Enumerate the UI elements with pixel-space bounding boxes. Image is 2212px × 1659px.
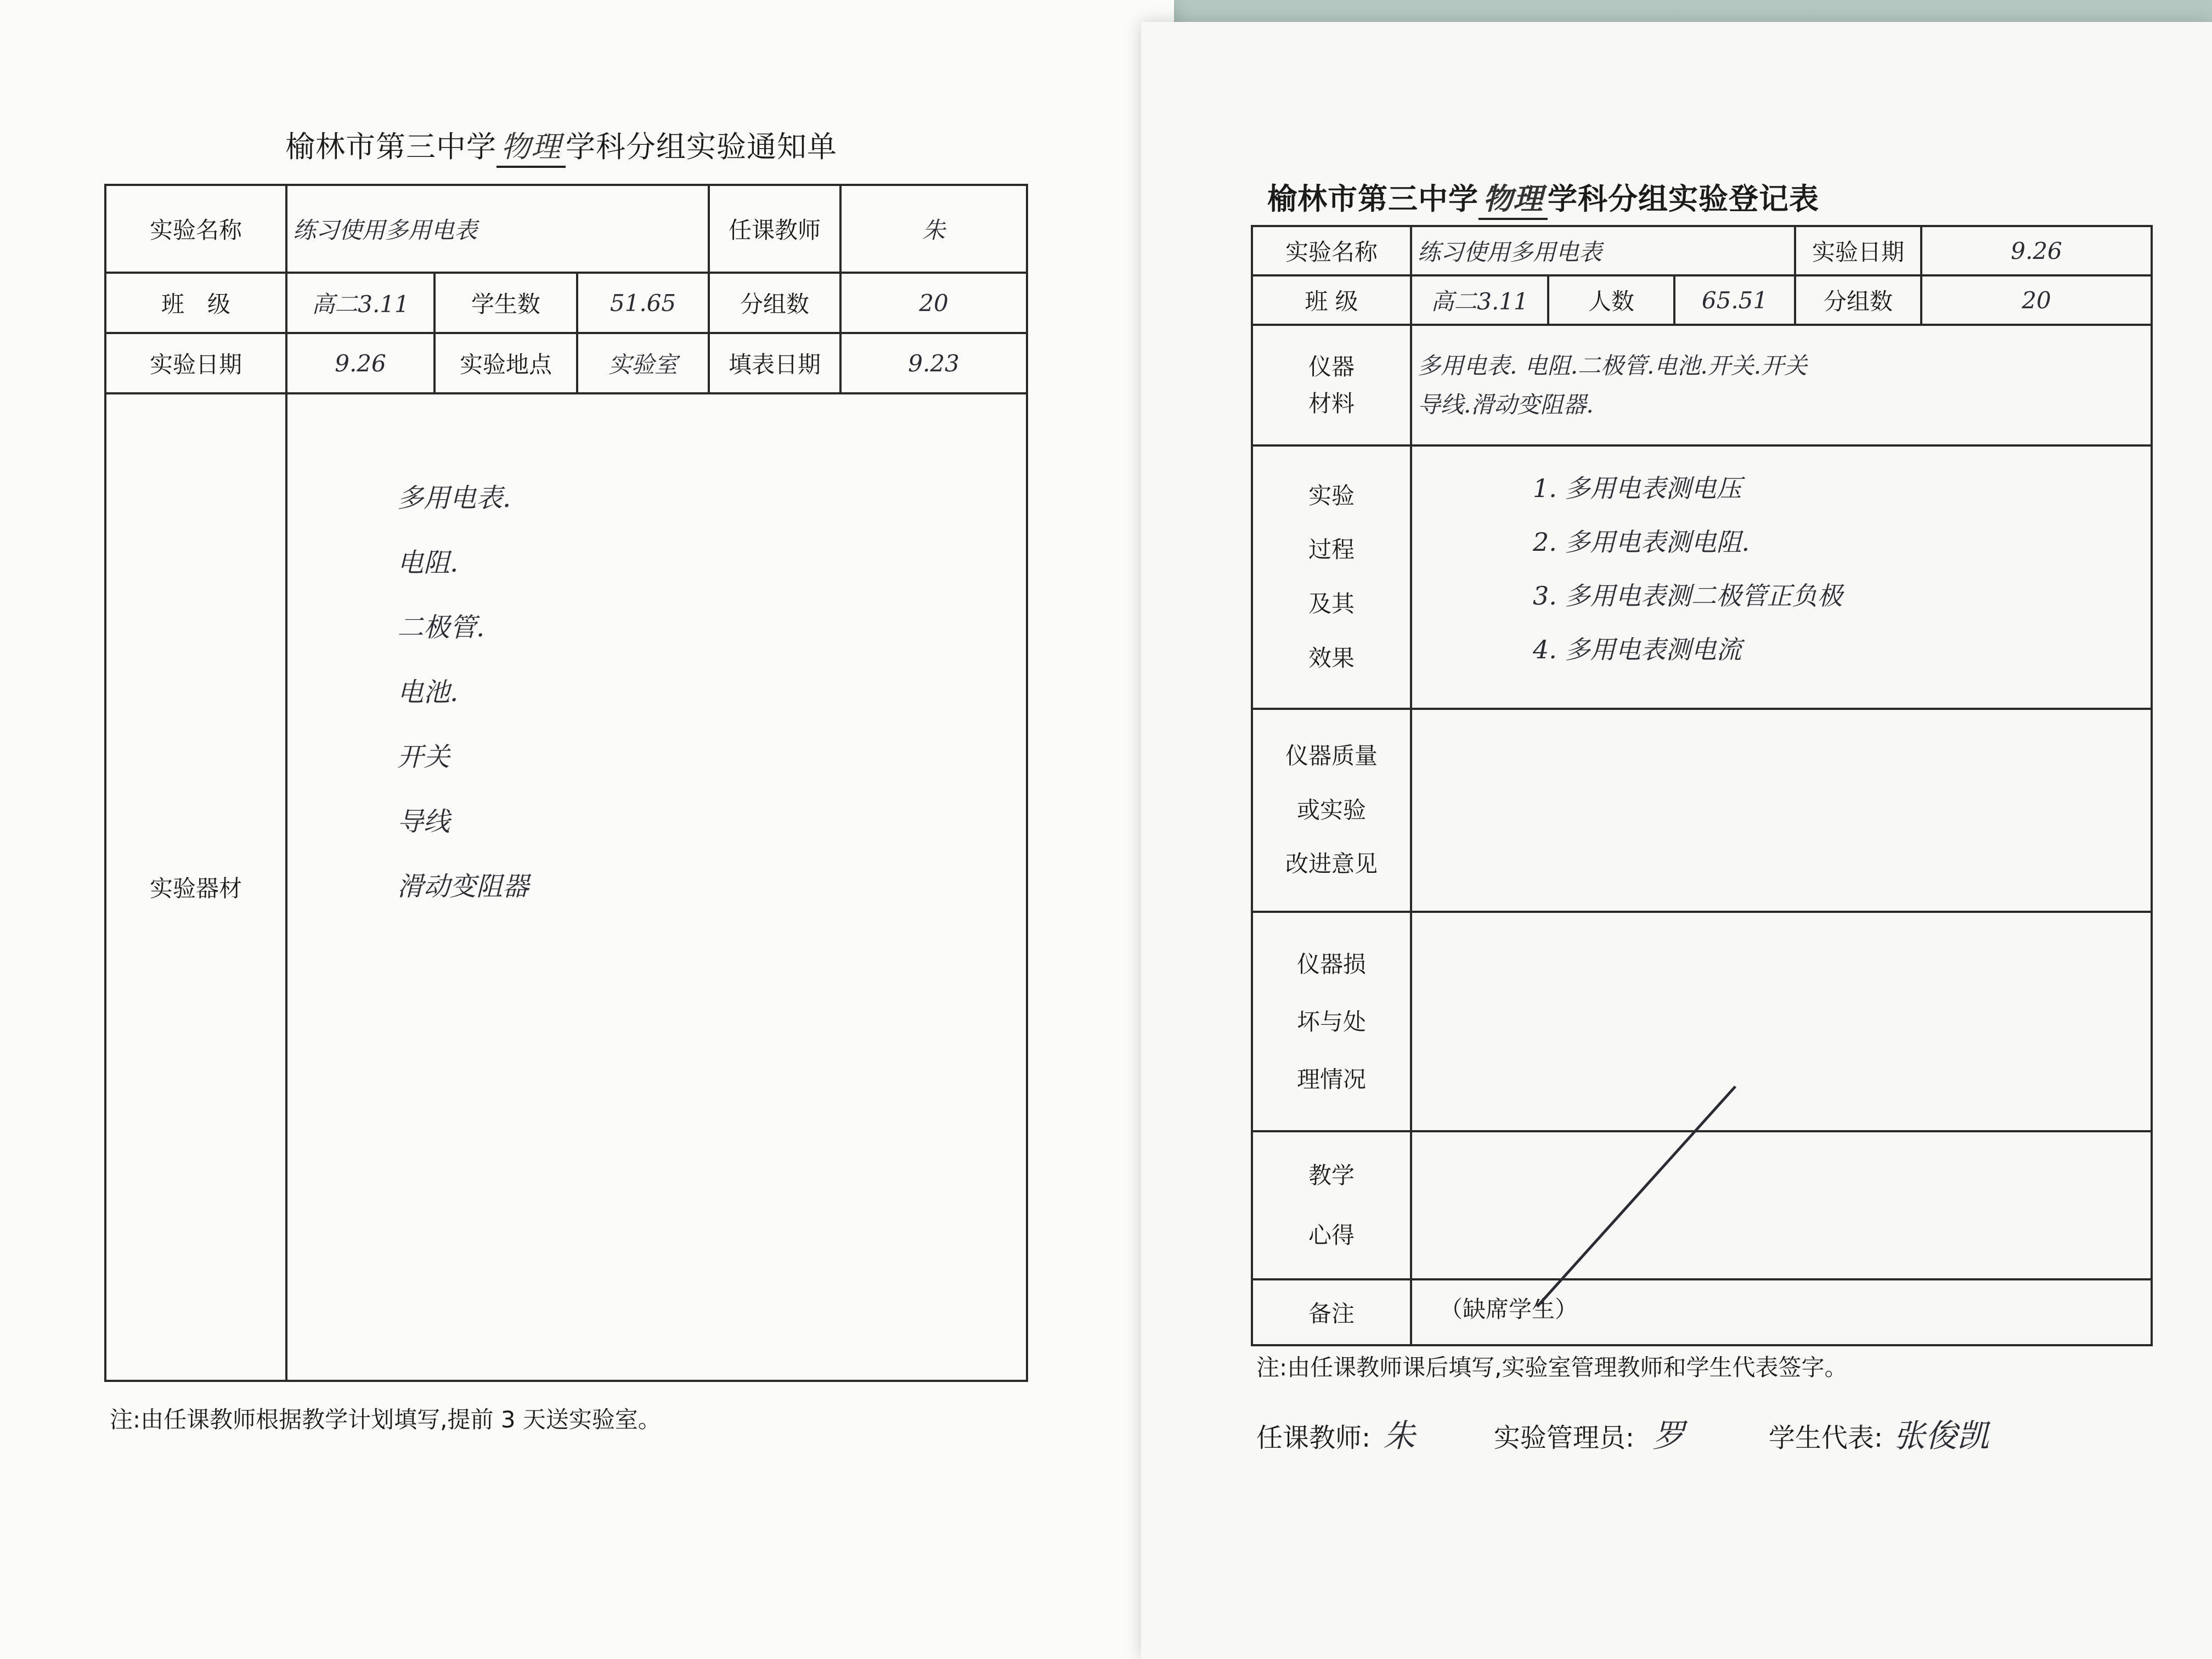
reg-teaching-cell bbox=[1411, 1131, 2152, 1279]
label-equipment: 实验器材 bbox=[105, 393, 286, 1381]
reg-step: 4. 多用电表测电流 bbox=[1533, 635, 1742, 664]
reg-label-teaching-2: 心得 bbox=[1308, 1222, 1355, 1249]
signature-row bbox=[1256, 1410, 1989, 1456]
equipment-item: 二极管. bbox=[397, 612, 485, 643]
equipment-item: 电池. bbox=[397, 677, 459, 708]
reg-steps bbox=[1411, 445, 2152, 709]
notice-title-subject: 物理 bbox=[496, 123, 566, 168]
reg-label-materials bbox=[1252, 325, 1411, 445]
value-teacher: 朱 bbox=[840, 185, 1027, 273]
reg-step: 3. 多用电表测二极管正负极 bbox=[1533, 581, 1843, 611]
label-groups: 分组数 bbox=[709, 273, 840, 333]
notice-table bbox=[104, 184, 1028, 1382]
teacher-sign-label: 任课教师: bbox=[1256, 1423, 1371, 1453]
label-fill-date: 填表日期 bbox=[709, 333, 840, 393]
reg-label-damage-1: 仪器损 bbox=[1296, 950, 1366, 978]
label-exp-name: 实验名称 bbox=[105, 185, 286, 273]
label-teacher: 任课教师 bbox=[709, 185, 840, 273]
register-footnote: 注:由任课教师课后填写,实验室管理教师和学生代表签字。 bbox=[1256, 1354, 1848, 1381]
equipment-item: 导线 bbox=[397, 806, 450, 837]
reg-materials-line-2: 导线.滑动变阻器. bbox=[1418, 391, 1594, 418]
reg-label-damage bbox=[1252, 912, 1411, 1131]
reg-label-people: 人数 bbox=[1548, 275, 1674, 325]
value-location: 实验室 bbox=[577, 333, 709, 393]
reg-label-materials-2: 材料 bbox=[1308, 390, 1355, 417]
reg-label-teaching bbox=[1252, 1131, 1411, 1279]
reg-value-exp-date: 9.26 bbox=[1921, 226, 2152, 275]
reg-label-process-1: 实验 bbox=[1308, 482, 1355, 509]
reg-label-quality bbox=[1252, 709, 1411, 912]
reg-value-exp-name: 练习使用多用电表 bbox=[1411, 226, 1795, 275]
reg-step: 1. 多用电表测电压 bbox=[1533, 473, 1742, 503]
notice-title-prefix: 榆林市第三中学 bbox=[285, 129, 496, 164]
reg-label-class: 班 级 bbox=[1252, 275, 1411, 325]
reg-value-materials bbox=[1411, 325, 2152, 445]
equipment-item: 滑动变阻器 bbox=[397, 871, 529, 902]
register-title-prefix: 榆林市第三中学 bbox=[1267, 182, 1479, 216]
value-fill-date: 9.23 bbox=[840, 333, 1027, 393]
reg-label-process-2: 过程 bbox=[1308, 536, 1355, 563]
equipment-item: 电阻. bbox=[397, 548, 459, 578]
reg-label-process-3: 及其 bbox=[1308, 590, 1355, 617]
reg-damage-cell bbox=[1411, 912, 2152, 1131]
reg-label-groups: 分组数 bbox=[1795, 275, 1921, 325]
register-title-subject: 物理 bbox=[1479, 176, 1548, 220]
label-class: 班 级 bbox=[105, 273, 286, 333]
teacher-signature: 朱 bbox=[1383, 1417, 1415, 1454]
notice-title-suffix: 学科分组实验通知单 bbox=[566, 129, 837, 164]
student-sign-label: 学生代表: bbox=[1768, 1423, 1883, 1453]
reg-label-remarks: 备注 bbox=[1252, 1279, 1411, 1345]
register-title bbox=[1267, 176, 1819, 220]
label-exp-date: 实验日期 bbox=[105, 333, 286, 393]
label-student-count: 学生数 bbox=[435, 273, 577, 333]
manager-signature: 罗 bbox=[1652, 1417, 1685, 1454]
reg-quality-cell bbox=[1411, 709, 2152, 912]
register-title-suffix: 学科分组实验登记表 bbox=[1548, 182, 1819, 216]
reg-label-process-4: 效果 bbox=[1308, 644, 1355, 672]
reg-label-quality-3: 改进意见 bbox=[1285, 850, 1378, 878]
reg-label-damage-3: 理情况 bbox=[1296, 1065, 1366, 1093]
manager-sign-label: 实验管理员: bbox=[1493, 1423, 1635, 1453]
value-student-count: 51.65 bbox=[577, 273, 709, 333]
reg-label-quality-1: 仪器质量 bbox=[1285, 742, 1378, 769]
reg-label-teaching-1: 教学 bbox=[1308, 1161, 1355, 1189]
value-exp-date: 9.26 bbox=[286, 333, 435, 393]
reg-absent-label: （缺席学生） bbox=[1411, 1279, 2152, 1345]
value-class: 高二3.11 bbox=[286, 273, 435, 333]
reg-label-exp-name: 实验名称 bbox=[1252, 226, 1411, 275]
notice-footnote: 注:由任课教师根据教学计划填写,提前 3 天送实验室。 bbox=[110, 1406, 661, 1433]
reg-label-exp-date: 实验日期 bbox=[1795, 226, 1921, 275]
reg-step: 2. 多用电表测电阻. bbox=[1533, 527, 1750, 557]
label-location: 实验地点 bbox=[435, 333, 577, 393]
reg-label-process bbox=[1252, 445, 1411, 709]
equipment-list bbox=[286, 393, 1027, 1381]
register-sheet bbox=[1141, 22, 2212, 1659]
student-signature: 张俊凯 bbox=[1893, 1417, 1989, 1454]
notice-title bbox=[285, 123, 837, 168]
reg-label-damage-2: 坏与处 bbox=[1296, 1008, 1366, 1035]
reg-label-quality-2: 或实验 bbox=[1296, 796, 1366, 823]
reg-label-materials-1: 仪器 bbox=[1308, 353, 1355, 380]
value-exp-name: 练习使用多用电表 bbox=[286, 185, 709, 273]
equipment-item: 多用电表. bbox=[397, 483, 511, 514]
reg-value-groups: 20 bbox=[1921, 275, 2152, 325]
register-table bbox=[1251, 225, 2153, 1346]
equipment-item: 开关 bbox=[397, 742, 450, 772]
reg-value-people: 65.51 bbox=[1674, 275, 1795, 325]
reg-value-class: 高二3.11 bbox=[1411, 275, 1548, 325]
value-groups: 20 bbox=[840, 273, 1027, 333]
reg-materials-line-1: 多用电表. 电阻.二极管.电池.开关.开关 bbox=[1418, 352, 1808, 379]
